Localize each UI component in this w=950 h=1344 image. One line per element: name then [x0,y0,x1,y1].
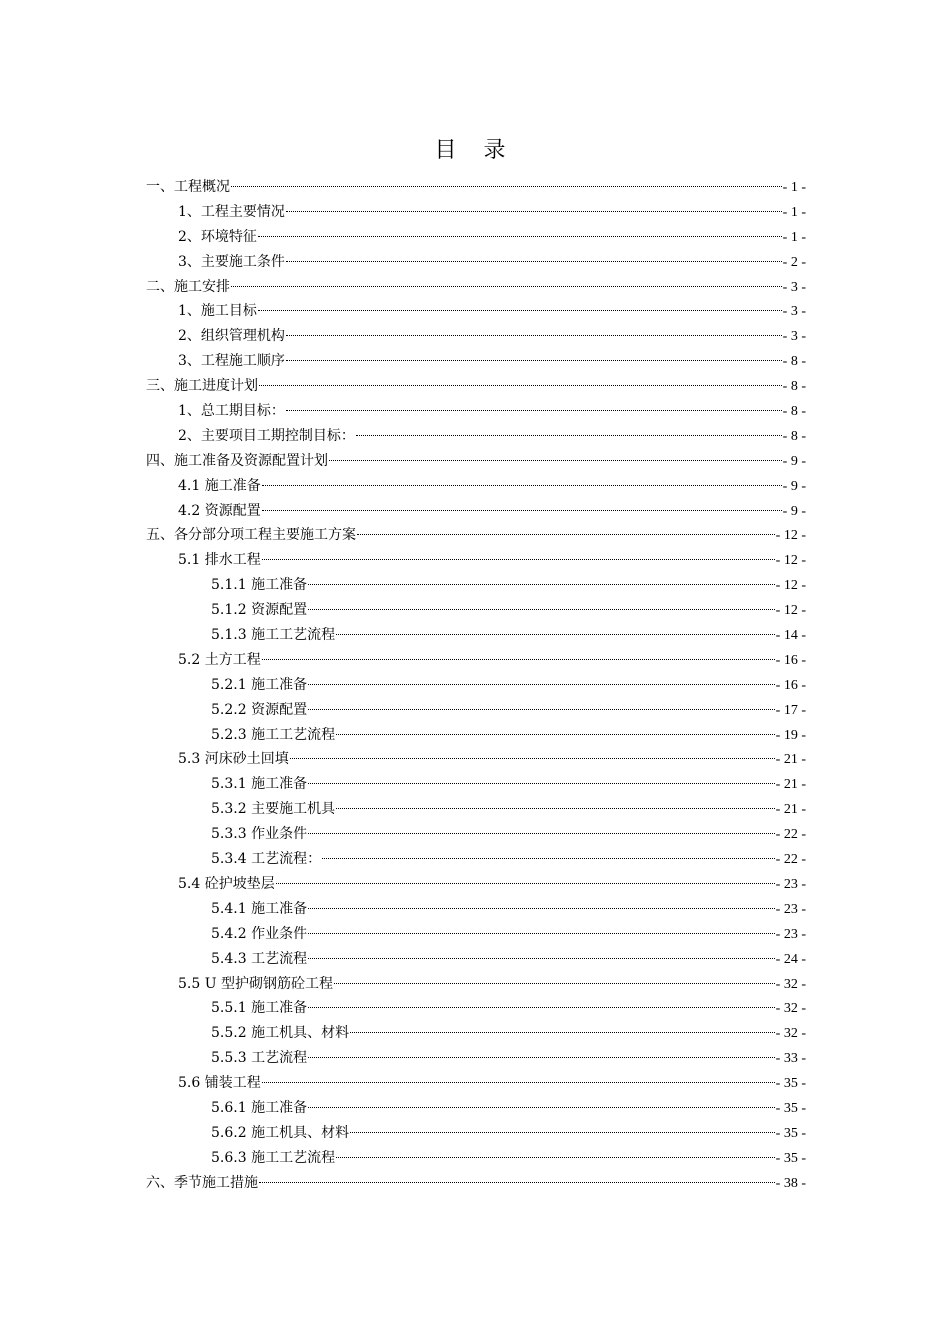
toc-entry-label: 三、施工进度计划 [146,378,258,395]
dot-leader [329,459,782,461]
toc-entry-page-number: - 8 - [782,404,806,420]
toc-entry-label: 5.3.3 作业条件 [211,826,308,843]
dot-leader [286,334,782,336]
toc-entry-label: 四、施工准备及资源配置计划 [146,452,328,469]
toc-entry-page-number: - 33 - [775,1051,806,1067]
toc-entry-page-number: - 23 - [775,901,806,917]
dot-leader [262,658,775,660]
toc-entry-page-number: - 9 - [782,453,806,469]
dot-leader [286,359,782,361]
toc-entry-label: 5.1.3 施工工艺流程 [211,627,336,644]
toc-entry[interactable] [146,747,806,772]
dot-leader [336,733,775,735]
toc-entry-label: 5.2.2 资源配置 [211,701,308,718]
toc-entry-label: 六、季节施工措施 [146,1174,258,1191]
toc-entry-page-number: - 22 - [775,852,806,868]
dot-leader [262,1081,775,1083]
toc-entry-label: 2、环境特征 [178,228,257,245]
toc-entry-label: 1、总工期目标： [178,403,285,420]
toc-entry-label: 5.5.1 施工准备 [211,1000,308,1017]
toc-entry-page-number: - 21 - [775,752,806,768]
toc-entry[interactable] [146,996,806,1021]
toc-entry-label: 5.3.1 施工准备 [211,776,308,793]
toc-entry[interactable] [146,847,806,872]
toc-entry[interactable] [146,1171,806,1196]
toc-entry-page-number: - 16 - [775,677,806,693]
toc-entry-label: 5.6.2 施工机具、材料 [211,1124,350,1141]
toc-entry-page-number: - 23 - [775,926,806,942]
toc-title: 目 录 [434,138,516,163]
toc-entry[interactable] [146,523,806,548]
toc-entry-label: 3、主要施工条件 [178,253,285,270]
toc-entry-label: 五、各分部分项工程主要施工方案 [146,527,356,544]
toc-entry[interactable] [146,175,806,200]
toc-entry-page-number: - 12 - [775,528,806,544]
toc-entry-page-number: - 35 - [775,1150,806,1166]
toc-entry-label: 5.4.2 作业条件 [211,925,308,942]
dot-leader [262,484,782,486]
dot-leader [276,882,775,884]
dot-leader [356,434,782,436]
dot-leader [334,982,775,984]
dot-leader [262,509,782,511]
toc-entry[interactable] [146,200,806,225]
dot-leader [258,235,782,237]
dot-leader [308,1056,775,1058]
toc-entry[interactable] [146,573,806,598]
dot-leader [322,857,775,859]
toc-entry[interactable] [146,648,806,673]
toc-entry-page-number: - 35 - [775,1100,806,1116]
toc-entry[interactable] [146,499,806,524]
toc-entry[interactable] [146,1046,806,1071]
dot-leader [336,633,775,635]
toc-entry-label: 2、主要项目工期控制目标： [178,427,355,444]
dot-leader [308,708,775,710]
toc-entry-page-number: - 9 - [782,503,806,519]
toc-entry-label: 5.3.2 主要施工机具 [211,801,336,818]
toc-entry-page-number: - 8 - [782,379,806,395]
dot-leader [357,533,775,535]
toc-entry-page-number: - 32 - [775,976,806,992]
toc-entry-page-number: - 32 - [775,1026,806,1042]
dot-leader [259,384,782,386]
toc-entry-page-number: - 1 - [782,229,806,245]
toc-entry[interactable] [146,872,806,897]
toc-entry-label: 5.4.1 施工准备 [211,900,308,917]
dot-leader [308,608,775,610]
toc-entry[interactable] [146,673,806,698]
toc-entry-page-number: - 14 - [775,628,806,644]
toc-entry-label: 5.3.4 工艺流程： [211,851,322,868]
toc-entry-label: 5.6.1 施工准备 [211,1099,308,1116]
toc-entry-label: 二、施工安排 [146,278,230,295]
toc-entry[interactable] [146,1121,806,1146]
toc-entry[interactable] [146,947,806,972]
toc-entry[interactable] [146,797,806,822]
toc-entry-label: 5.4.3 工艺流程 [211,950,308,967]
toc-entry-label: 5.5 U 型护砌钢筋砼工程 [178,975,333,992]
toc-entry[interactable] [146,299,806,324]
toc-entry[interactable] [146,474,806,499]
dot-leader [308,683,775,685]
toc-entry[interactable] [146,349,806,374]
dot-leader [286,210,782,212]
toc-entry-page-number: - 9 - [782,478,806,494]
dot-leader [308,832,775,834]
dot-leader [308,583,775,585]
toc-entry-page-number: - 32 - [775,1001,806,1017]
toc-entry-label: 5.2 土方工程 [178,651,261,668]
toc-entry-page-number: - 12 - [775,578,806,594]
toc-entry-page-number: - 12 - [775,603,806,619]
toc-entry-page-number: - 35 - [775,1125,806,1141]
toc-entry-label: 5.2.1 施工准备 [211,676,308,693]
dot-leader [308,957,775,959]
toc-entry-page-number: - 3 - [782,279,806,295]
dot-leader [286,409,782,411]
toc-entry-page-number: - 2 - [782,254,806,270]
toc-entry[interactable] [146,424,806,449]
toc-entry-label: 5.2.3 施工工艺流程 [211,726,336,743]
toc-entry-page-number: - 1 - [782,204,806,220]
dot-leader [350,1131,775,1133]
toc-entry[interactable] [146,897,806,922]
toc-entry-page-number: - 1 - [782,180,806,195]
toc-entry-label: 5.3 河床砂土回填 [178,751,289,768]
toc-entry-page-number: - 22 - [775,827,806,843]
dot-leader [350,1031,775,1033]
toc-entry[interactable] [146,822,806,847]
toc-entry-label: 4.1 施工准备 [178,477,261,494]
toc-entry-page-number: - 17 - [775,702,806,718]
toc-entry-label: 1、工程主要情况 [178,203,285,220]
toc-entry[interactable] [146,698,806,723]
toc-entry-page-number: - 3 - [782,329,806,345]
toc-entry-label: 1、施工目标 [178,303,257,320]
dot-leader [308,932,775,934]
toc-entry[interactable] [146,250,806,275]
dot-leader [336,807,775,809]
toc-entry[interactable] [146,723,806,748]
toc-entry-label: 5.1.2 资源配置 [211,602,308,619]
toc-entry-page-number: - 16 - [775,652,806,668]
dot-leader [336,1156,775,1158]
dot-leader [286,260,782,262]
toc-entry-page-number: - 3 - [782,304,806,320]
dot-leader [308,782,775,784]
toc-entry[interactable] [146,324,806,349]
toc-entry-label: 5.5.3 工艺流程 [211,1050,308,1067]
toc-entry[interactable] [146,972,806,997]
toc-entry-page-number: - 21 - [775,802,806,818]
toc-entry-label: 5.1 排水工程 [178,552,261,569]
dot-leader [259,1181,775,1183]
toc-entry-page-number: - 23 - [775,876,806,892]
dot-leader [308,907,775,909]
toc-entry[interactable] [146,374,806,399]
toc-entry[interactable] [146,1096,806,1121]
toc-entry-label: 5.6.3 施工工艺流程 [211,1149,336,1166]
toc-entry-page-number: - 35 - [775,1076,806,1092]
toc-entry[interactable] [146,922,806,947]
toc-entry-page-number: - 19 - [775,727,806,743]
toc-entry[interactable] [146,449,806,474]
dot-leader [308,1106,775,1108]
toc-entry[interactable] [146,598,806,623]
toc-entry-label: 5.1.1 施工准备 [211,577,308,594]
toc-entry-label: 2、组织管理机构 [178,328,285,345]
toc-entry-label: 4.2 资源配置 [178,502,261,519]
dot-leader [231,285,782,287]
dot-leader [308,1006,775,1008]
toc-entry-page-number: - 12 - [775,553,806,569]
table-of-contents [146,175,806,1196]
toc-entry-label: 5.6 铺装工程 [178,1075,261,1092]
toc-entry[interactable] [146,399,806,424]
toc-entry[interactable] [146,1146,806,1171]
toc-entry[interactable] [146,225,806,250]
toc-entry-label: 3、工程施工顺序 [178,353,285,370]
toc-entry-page-number: - 24 - [775,951,806,967]
toc-entry[interactable] [146,548,806,573]
toc-entry[interactable] [146,623,806,648]
toc-entry-label: 5.4 砼护坡垫层 [178,875,275,892]
toc-entry-page-number: - 8 - [782,354,806,370]
toc-entry-label: 5.5.2 施工机具、材料 [211,1025,350,1042]
toc-entry[interactable] [146,275,806,300]
toc-entry-label: 一、工程概况 [146,179,230,195]
toc-entry[interactable] [146,1021,806,1046]
toc-entry-page-number: - 21 - [775,777,806,793]
toc-entry-page-number: - 38 - [775,1175,806,1191]
toc-entry-page-number: - 8 - [782,428,806,444]
toc-entry[interactable] [146,772,806,797]
dot-leader [258,309,782,311]
dot-leader [262,558,775,560]
dot-leader [231,185,782,187]
dot-leader [290,757,775,759]
toc-entry[interactable] [146,1071,806,1096]
